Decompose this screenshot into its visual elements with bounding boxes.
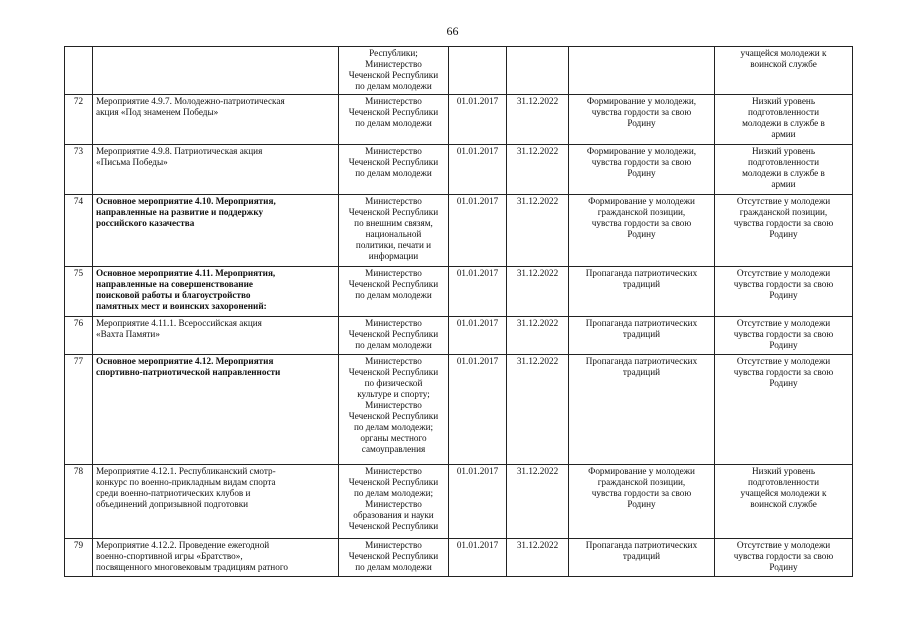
activity-name-cell: Мероприятие 4.9.7. Молодежно-патриотическая акция «Под знаменем Победы» — [93, 95, 339, 145]
consequence-cell: Низкий уровень подготовленности молодежи в службе в армии — [715, 95, 853, 145]
expected-result-cell: Пропаганда патриотических традиций — [569, 317, 715, 355]
expected-result-cell: Формирование у молодежи гражданской позиции, чувства гордости за свою Родину — [569, 465, 715, 539]
table-row — [65, 195, 853, 267]
row-number-cell — [65, 47, 93, 95]
expected-result-cell: Пропаганда патриотических традиций — [569, 539, 715, 577]
consequence-cell: Низкий уровень подготовленности молодежи в службе в армии — [715, 145, 853, 195]
expected-result-cell — [569, 47, 715, 95]
executor-cell: Республики; Министерство Чеченской Республики по делам молодежи — [339, 47, 449, 95]
activity-name-cell — [93, 47, 339, 95]
row-number-cell: 78 — [65, 465, 93, 539]
page-number: 66 — [446, 24, 459, 38]
activity-name-cell: Основное мероприятие 4.12. Мероприятия спортивно-патриотической направленности — [93, 355, 339, 465]
row-number-cell: 72 — [65, 95, 93, 145]
row-number-cell: 73 — [65, 145, 93, 195]
table-row — [65, 95, 853, 145]
executor-cell: Министерство Чеченской Республики по внешним связям, национальной политики, печати и информации — [339, 195, 449, 267]
start-date-cell: 01.01.2017 — [449, 317, 507, 355]
table-row — [65, 539, 853, 577]
activity-name-cell: Мероприятие 4.12.2. Проведение ежегодной военно-спортивной игры «Братство», посвященного многовековым традициям ратного — [93, 539, 339, 577]
consequence-cell: учащейся молодежи к воинской службе — [715, 47, 853, 95]
start-date-cell — [449, 47, 507, 95]
executor-cell: Министерство Чеченской Республики по делам молодежи; Министерство образования и науки Чеченской Республики — [339, 465, 449, 539]
start-date-cell: 01.01.2017 — [449, 539, 507, 577]
end-date-cell: 31.12.2022 — [507, 195, 569, 267]
expected-result-cell: Формирование у молодежи, чувства гордости за свою Родину — [569, 145, 715, 195]
consequence-cell: Отсутствие у молодежи чувства гордости за свою Родину — [715, 539, 853, 577]
consequence-cell: Отсутствие у молодежи чувства гордости за свою Родину — [715, 267, 853, 317]
table-row — [65, 145, 853, 195]
activity-name-cell: Основное мероприятие 4.10. Мероприятия, направленные на развитие и поддержку российского казачества — [93, 195, 339, 267]
expected-result-cell: Пропаганда патриотических традиций — [569, 355, 715, 465]
row-number-cell: 79 — [65, 539, 93, 577]
activity-name-cell: Мероприятие 4.12.1. Республиканский смотр- конкурс по военно-прикладным видам спорта среди военно-патриотических клубов и объединений допризывной подготовки — [93, 465, 339, 539]
end-date-cell — [507, 47, 569, 95]
end-date-cell: 31.12.2022 — [507, 317, 569, 355]
executor-cell: Министерство Чеченской Республики по физической культуре и спорту; Министерство Чеченской Республики по делам молодежи; органы местного самоуправления — [339, 355, 449, 465]
table-row — [65, 317, 853, 355]
end-date-cell: 31.12.2022 — [507, 355, 569, 465]
table-row — [65, 267, 853, 317]
consequence-cell: Отсутствие у молодежи чувства гордости за свою Родину — [715, 317, 853, 355]
activity-name-cell: Основное мероприятие 4.11. Мероприятия, направленные на совершенствование поисковой работы и благоустройство памятных мест и воинских захоронений: — [93, 267, 339, 317]
row-number-cell: 76 — [65, 317, 93, 355]
table-row — [65, 47, 853, 95]
row-number-cell: 77 — [65, 355, 93, 465]
executor-cell: Министерство Чеченской Республики по делам молодежи — [339, 95, 449, 145]
consequence-cell: Отсутствие у молодежи чувства гордости за свою Родину — [715, 355, 853, 465]
activity-name-cell: Мероприятие 4.11.1. Всероссийская акция «Вахта Памяти» — [93, 317, 339, 355]
expected-result-cell: Формирование у молодежи гражданской позиции, чувства гордости за свою Родину — [569, 195, 715, 267]
end-date-cell: 31.12.2022 — [507, 95, 569, 145]
end-date-cell: 31.12.2022 — [507, 145, 569, 195]
program-activities-table — [64, 46, 853, 577]
start-date-cell: 01.01.2017 — [449, 145, 507, 195]
end-date-cell: 31.12.2022 — [507, 539, 569, 577]
table-row — [65, 465, 853, 539]
expected-result-cell: Пропаганда патриотических традиций — [569, 267, 715, 317]
start-date-cell: 01.01.2017 — [449, 195, 507, 267]
table-row — [65, 355, 853, 465]
start-date-cell: 01.01.2017 — [449, 465, 507, 539]
consequence-cell: Отсутствие у молодежи гражданской позиции, чувства гордости за свою Родину — [715, 195, 853, 267]
executor-cell: Министерство Чеченской Республики по делам молодежи — [339, 317, 449, 355]
end-date-cell: 31.12.2022 — [507, 465, 569, 539]
end-date-cell: 31.12.2022 — [507, 267, 569, 317]
expected-result-cell: Формирование у молодежи, чувства гордости за свою Родину — [569, 95, 715, 145]
activity-name-cell: Мероприятие 4.9.8. Патриотическая акция «Письма Победы» — [93, 145, 339, 195]
row-number-cell: 75 — [65, 267, 93, 317]
start-date-cell: 01.01.2017 — [449, 267, 507, 317]
executor-cell: Министерство Чеченской Республики по делам молодежи — [339, 539, 449, 577]
start-date-cell: 01.01.2017 — [449, 95, 507, 145]
executor-cell: Министерство Чеченской Республики по делам молодежи — [339, 145, 449, 195]
start-date-cell: 01.01.2017 — [449, 355, 507, 465]
row-number-cell: 74 — [65, 195, 93, 267]
consequence-cell: Низкий уровень подготовленности учащейся молодежи к воинской службе — [715, 465, 853, 539]
executor-cell: Министерство Чеченской Республики по делам молодежи — [339, 267, 449, 317]
